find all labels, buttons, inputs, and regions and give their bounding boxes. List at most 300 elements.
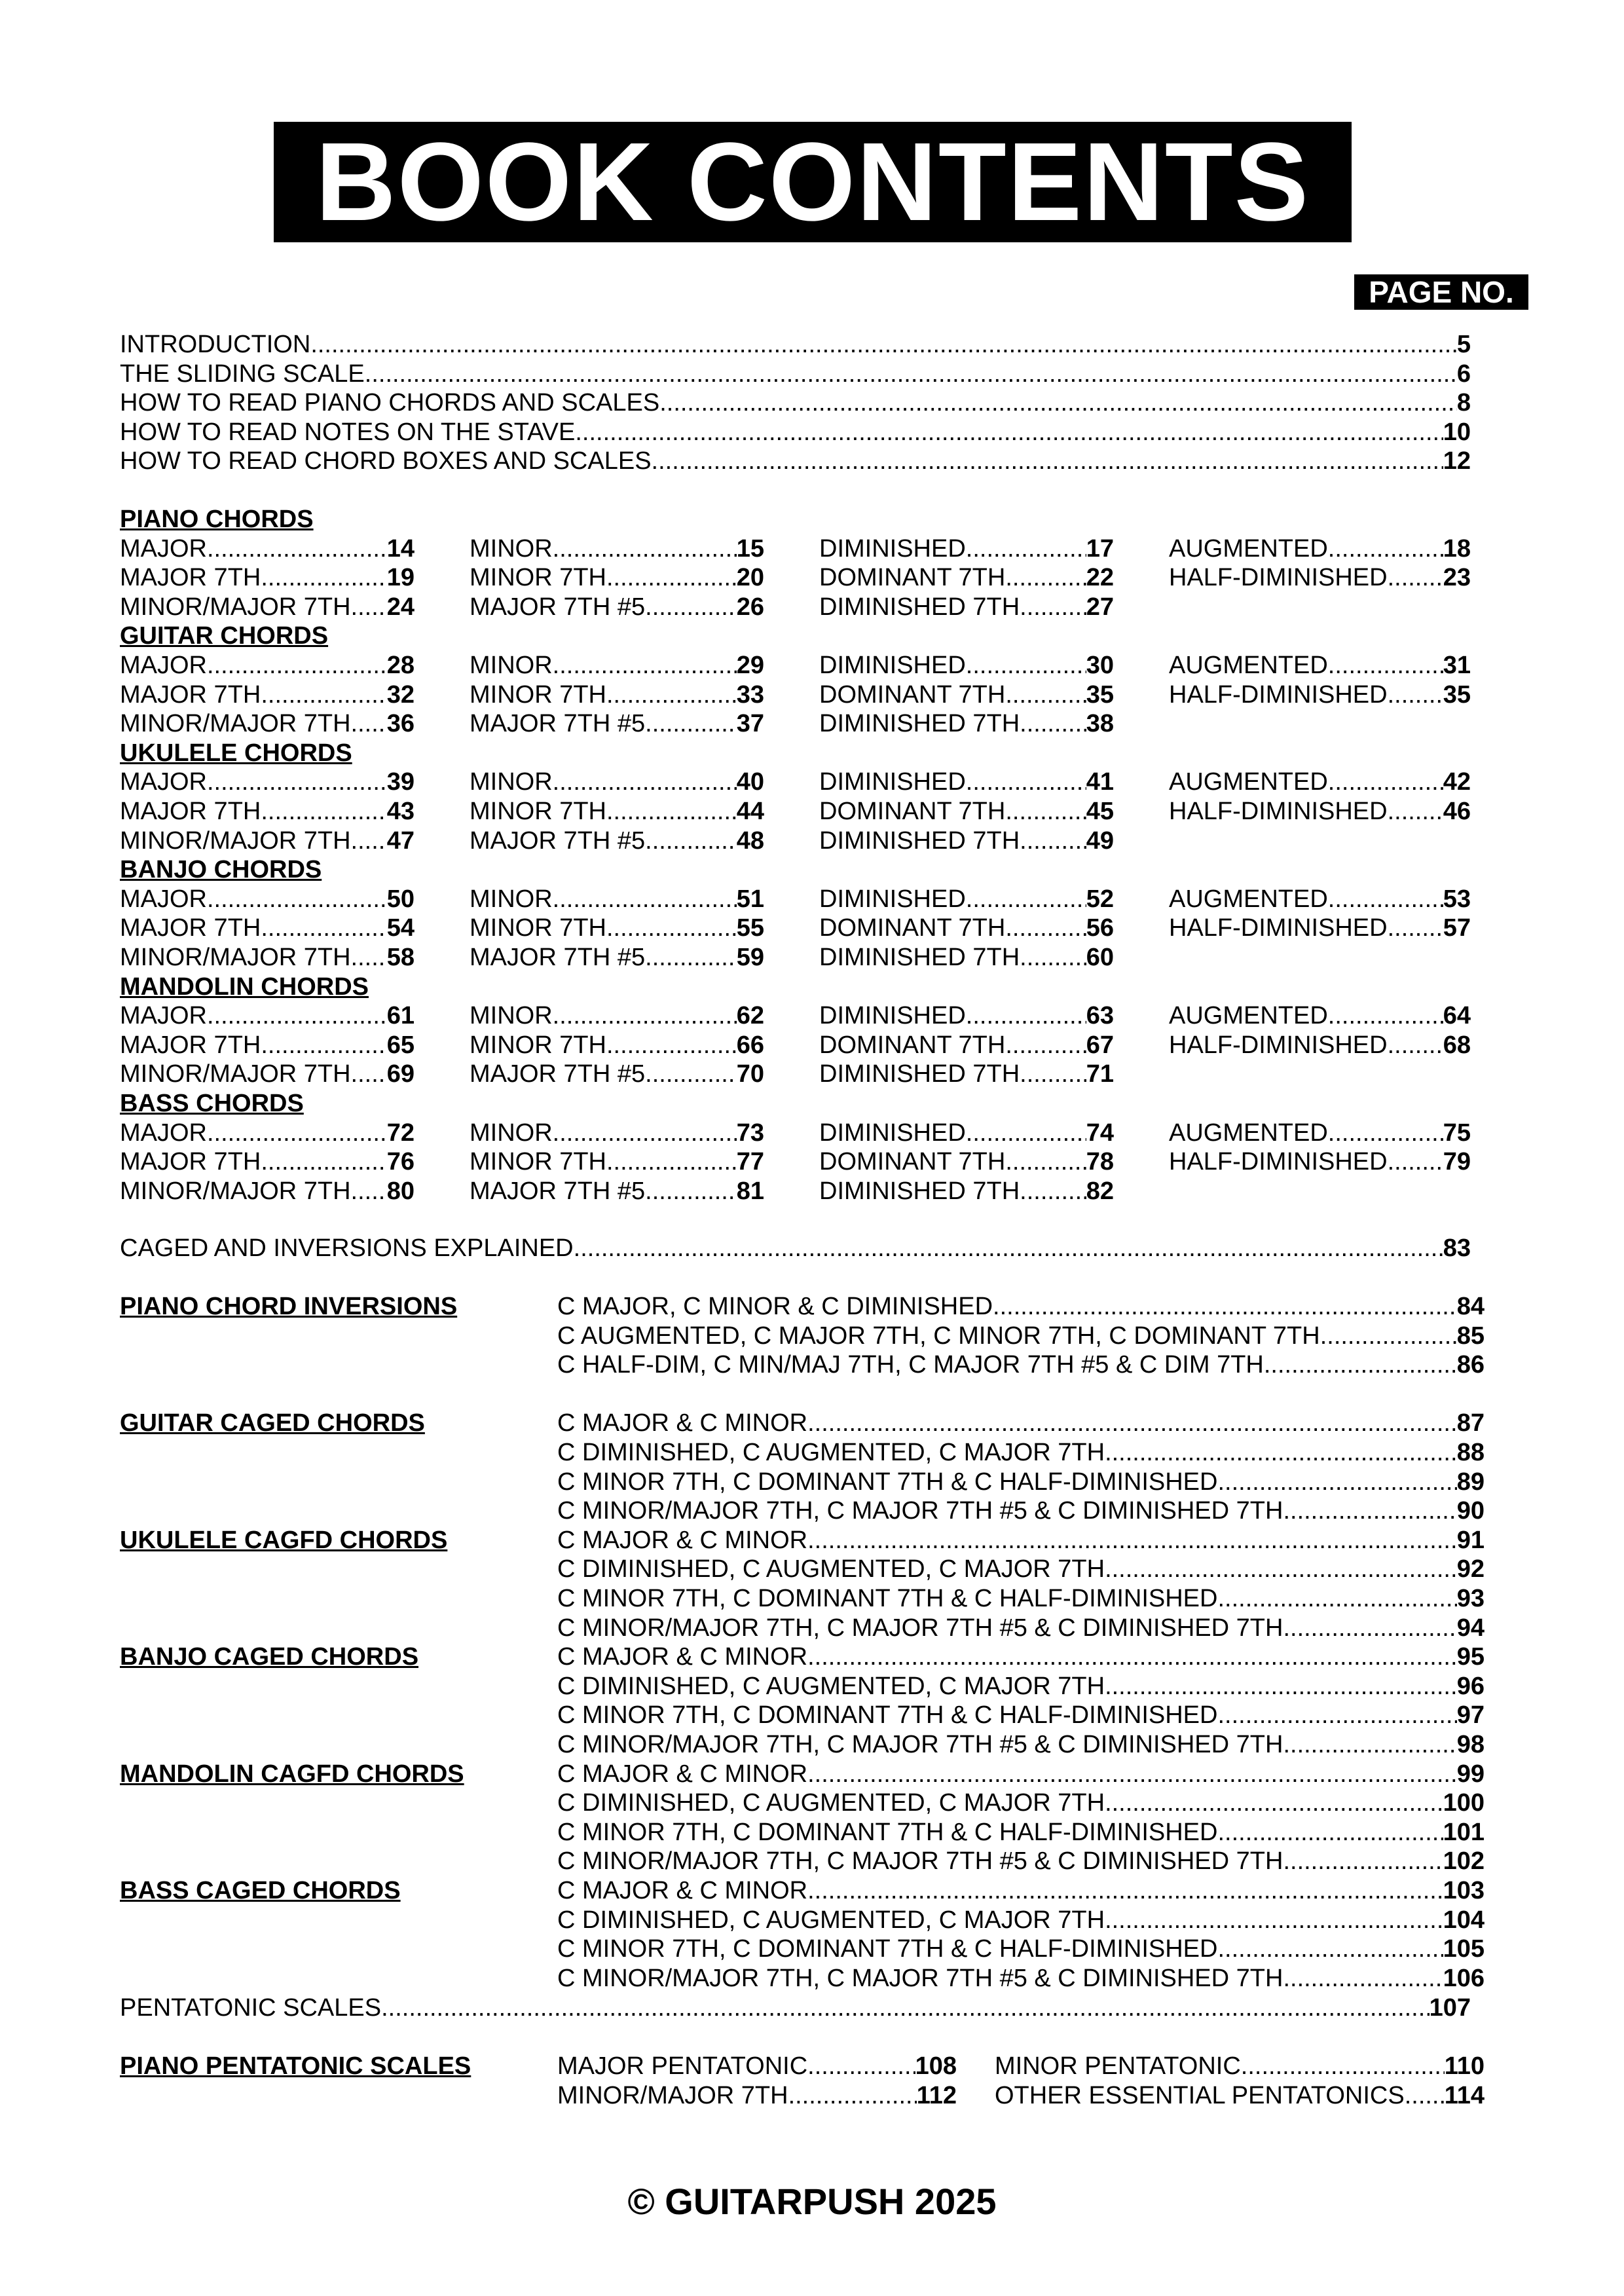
chord-entry[interactable]	[120, 563, 415, 592]
page-number: 107	[1429, 1994, 1471, 2022]
entry-label: MAJOR 7TH	[120, 1031, 261, 1059]
chord-entry[interactable]	[819, 534, 1114, 563]
entry-label: C MINOR/MAJOR 7TH, C MAJOR 7TH #5 & C DIMINISHED 7TH	[557, 1964, 1283, 1992]
entry-label: MINOR	[470, 885, 553, 913]
toc-entry[interactable]	[120, 360, 1471, 388]
dot-leader	[1020, 1060, 1086, 1088]
page-number: 98	[1456, 1731, 1485, 1758]
entry-label: DIMINISHED	[819, 1002, 966, 1030]
dot-leader	[1328, 768, 1443, 796]
caged-entry[interactable]	[557, 1935, 1485, 1963]
entry-label: MAJOR 7TH	[120, 564, 261, 592]
entry-label: MAJOR	[120, 768, 207, 796]
entry-label: MAJOR	[120, 1002, 207, 1030]
entry-label: MINOR/MAJOR 7TH.	[120, 1177, 358, 1205]
chord-entry[interactable]	[1169, 914, 1471, 942]
dot-leader	[1328, 534, 1443, 563]
entry-label: HOW TO READ CHORD BOXES AND SCALES	[120, 447, 652, 475]
page-number: 88	[1456, 1439, 1485, 1466]
dot-leader	[1283, 1964, 1443, 1993]
entry-label: DOMINANT 7TH	[819, 1148, 1006, 1176]
page-number: 69	[386, 1060, 415, 1088]
section-heading: BANJO CAGED CHORDS	[120, 1643, 419, 1671]
entry-label: HOW TO READ PIANO CHORDS AND SCALES	[120, 389, 660, 417]
dot-leader	[788, 2081, 917, 2110]
chord-entry[interactable]	[470, 1001, 764, 1030]
chord-entry[interactable]	[120, 1001, 415, 1030]
page-number: 37	[736, 710, 764, 738]
caged-entry[interactable]	[557, 1788, 1485, 1817]
dot-leader	[1283, 1496, 1456, 1525]
dot-leader	[1283, 1614, 1456, 1642]
chord-entry[interactable]	[819, 563, 1114, 592]
chord-entry[interactable]	[1169, 797, 1471, 826]
page-number: 78	[1086, 1148, 1114, 1176]
caged-entry[interactable]	[557, 1555, 1485, 1583]
toc-entry[interactable]	[120, 418, 1471, 447]
caged-entry[interactable]	[557, 1438, 1485, 1467]
chord-entry[interactable]	[819, 1060, 1114, 1088]
copyright-footer: © GUITARPUSH 2025	[627, 2181, 997, 2222]
dot-leader	[807, 2052, 915, 2081]
dot-leader	[645, 943, 737, 972]
entry-label: MAJOR 7TH #5	[470, 593, 646, 621]
page-number: 106	[1443, 1964, 1485, 1992]
entry-label: C MINOR/MAJOR 7TH, C MAJOR 7TH #5 & C DIMINISHED 7TH	[557, 1731, 1283, 1758]
dot-leader	[1217, 1584, 1456, 1613]
dot-leader	[645, 593, 737, 621]
dot-leader	[1388, 1147, 1443, 1176]
entry-label: MINOR/MAJOR 7TH.	[120, 1060, 358, 1088]
chord-entry[interactable]	[120, 943, 415, 972]
chord-entry[interactable]	[819, 593, 1114, 621]
page-number: 63	[1086, 1002, 1114, 1030]
page-no-label: PAGE NO.	[1354, 274, 1528, 310]
page-number: 31	[1443, 652, 1471, 679]
chord-entry[interactable]	[120, 768, 415, 796]
entry-label: MINOR 7TH	[470, 1031, 606, 1059]
entry-label: C DIMINISHED, C AUGMENTED, C MAJOR 7TH	[557, 1906, 1105, 1934]
entry-label: MAJOR 7TH	[120, 1148, 261, 1176]
page-number: 54	[386, 914, 415, 942]
entry-label: MINOR/MAJOR 7TH.	[120, 826, 358, 855]
entry-label: DOMINANT 7TH	[819, 1031, 1006, 1059]
dot-leader	[1388, 1031, 1443, 1060]
page-number: 6	[1456, 360, 1471, 388]
page-number: 91	[1456, 1526, 1485, 1554]
entry-label: DIMINISHED 7TH	[819, 710, 1020, 738]
dot-leader	[1020, 709, 1086, 738]
page-number: 50	[386, 885, 415, 913]
toc-entry[interactable]	[120, 1993, 1471, 2022]
caged-entry[interactable]	[557, 1642, 1485, 1671]
page-number: 72	[386, 1119, 415, 1147]
chord-entry[interactable]	[120, 797, 415, 826]
dot-leader	[1020, 826, 1086, 855]
dot-leader	[358, 1060, 387, 1088]
dot-leader	[645, 1060, 737, 1088]
dot-leader	[645, 1177, 737, 1206]
chord-entry[interactable]	[470, 885, 764, 914]
chord-entry[interactable]	[470, 1060, 764, 1088]
chord-entry[interactable]	[470, 914, 764, 942]
section-heading: UKULELE CAGFD CHORDS	[120, 1526, 448, 1554]
dot-leader	[1005, 1031, 1086, 1060]
entry-label: C MAJOR & C MINOR	[557, 1643, 808, 1671]
page-number: 65	[386, 1031, 415, 1059]
page-number: 86	[1456, 1351, 1485, 1379]
chord-entry[interactable]	[1169, 885, 1471, 914]
chord-entry[interactable]	[819, 651, 1114, 680]
entry-label: C MAJOR & C MINOR	[557, 1409, 808, 1437]
caged-entry[interactable]	[557, 1847, 1485, 1876]
chord-entry[interactable]	[470, 680, 764, 709]
chord-entry[interactable]	[470, 768, 764, 796]
dot-leader	[1020, 943, 1086, 972]
chord-entry[interactable]	[470, 797, 764, 826]
caged-entry[interactable]	[557, 1292, 1485, 1321]
dot-leader	[207, 1001, 387, 1030]
chord-entry[interactable]	[470, 1147, 764, 1176]
entry-label: HALF-DIMINISHED	[1169, 798, 1388, 825]
chord-entry[interactable]	[819, 826, 1114, 855]
section-heading: PIANO CHORD INVERSIONS	[120, 1293, 458, 1320]
page-number: 76	[386, 1148, 415, 1176]
page-number: 101	[1443, 1818, 1485, 1846]
entry-label: C MINOR 7TH, C DOMINANT 7TH & C HALF-DIMINISHED	[557, 1701, 1218, 1730]
entry-label: DIMINISHED	[819, 885, 966, 913]
entry-label: INTRODUCTION	[120, 331, 311, 358]
dot-leader	[1283, 1730, 1456, 1759]
pentatonic-entry[interactable]	[995, 2081, 1485, 2110]
chord-entry[interactable]	[819, 680, 1114, 709]
page-number: 71	[1086, 1060, 1114, 1088]
chord-entry[interactable]	[819, 1147, 1114, 1176]
dot-leader	[1105, 1788, 1443, 1817]
caged-entry[interactable]	[557, 1526, 1485, 1555]
dot-leader	[1328, 1119, 1443, 1147]
chord-entry[interactable]	[470, 826, 764, 855]
dot-leader	[1217, 1468, 1456, 1496]
page-number: 52	[1086, 885, 1114, 913]
entry-label: C MAJOR & C MINOR	[557, 1877, 808, 1904]
toc-entry[interactable]	[120, 330, 1471, 359]
title-banner	[274, 122, 1352, 242]
dot-leader	[807, 1642, 1457, 1671]
chord-entry[interactable]	[1169, 768, 1471, 796]
entry-label: MAJOR	[120, 1119, 207, 1147]
page-number: 35	[1443, 680, 1471, 709]
entry-label: DIMINISHED 7TH	[819, 1177, 1020, 1205]
chord-entry[interactable]	[819, 797, 1114, 826]
page-number: 23	[1443, 564, 1471, 592]
chord-entry[interactable]	[120, 1060, 415, 1088]
caged-entry[interactable]	[557, 1614, 1485, 1642]
section-heading: MANDOLIN CHORDS	[120, 972, 369, 1001]
chord-entry[interactable]	[1169, 680, 1471, 709]
caged-entry[interactable]	[557, 1468, 1485, 1496]
page-number: 35	[1086, 680, 1114, 709]
dot-leader	[207, 534, 387, 563]
chord-entry[interactable]	[819, 943, 1114, 972]
entry-label: DIMINISHED 7TH	[819, 593, 1020, 621]
page-number: 57	[1443, 914, 1471, 942]
dot-leader	[261, 914, 386, 942]
page-number: 5	[1456, 331, 1471, 358]
page-number: 8	[1456, 389, 1471, 417]
chord-entry[interactable]	[470, 651, 764, 680]
page-number: 15	[736, 534, 764, 563]
chord-entry[interactable]	[819, 1031, 1114, 1060]
page-number: 33	[736, 680, 764, 709]
page-number: 85	[1456, 1322, 1485, 1350]
page-number: 39	[386, 768, 415, 796]
chord-entry[interactable]	[819, 768, 1114, 796]
page-number: 114	[1444, 2081, 1485, 2109]
chord-entry[interactable]	[120, 1031, 415, 1060]
dot-leader	[1105, 1672, 1457, 1701]
page-number: 96	[1456, 1672, 1485, 1700]
dot-leader	[1388, 680, 1443, 709]
chord-entry[interactable]	[120, 914, 415, 942]
dot-leader	[553, 1119, 737, 1147]
chord-entry[interactable]	[1169, 651, 1471, 680]
dot-leader	[1388, 797, 1443, 826]
caged-entry[interactable]	[557, 1964, 1485, 1993]
dot-leader	[358, 826, 387, 855]
section-heading: BASS CHORDS	[120, 1090, 304, 1117]
caged-entry[interactable]	[557, 1760, 1485, 1788]
dot-leader	[606, 563, 737, 592]
dot-leader	[1005, 563, 1086, 592]
chord-entry[interactable]	[1169, 1031, 1471, 1060]
dot-leader	[207, 651, 387, 680]
chord-entry[interactable]	[470, 709, 764, 738]
entry-label: AUGMENTED	[1169, 1119, 1328, 1147]
chord-entry[interactable]	[470, 534, 764, 563]
dot-leader	[207, 1119, 387, 1147]
entry-label: C MAJOR & C MINOR	[557, 1526, 808, 1554]
chord-entry[interactable]	[819, 1001, 1114, 1030]
caged-entry[interactable]	[557, 1876, 1485, 1905]
entry-label: HOW TO READ NOTES ON THE STAVE	[120, 418, 576, 446]
dot-leader	[807, 1409, 1457, 1437]
dot-leader	[310, 330, 1457, 359]
caged-entry[interactable]	[557, 1701, 1485, 1730]
dot-leader	[966, 534, 1086, 563]
chord-entry[interactable]	[819, 1119, 1114, 1147]
page-number: 75	[1443, 1119, 1471, 1147]
entry-label: DOMINANT 7TH	[819, 564, 1006, 592]
dot-leader	[1105, 1438, 1457, 1467]
page-number: 105	[1443, 1935, 1485, 1963]
page-number: 95	[1456, 1643, 1485, 1671]
chord-entry[interactable]	[120, 680, 415, 709]
page-number: 17	[1086, 534, 1114, 563]
page-number: 64	[1443, 1002, 1471, 1030]
caged-entry[interactable]	[557, 1672, 1485, 1701]
entry-label: DIMINISHED 7TH	[819, 1060, 1020, 1088]
dot-leader	[1105, 1906, 1443, 1935]
page-number: 56	[1086, 914, 1114, 942]
page-number: 79	[1443, 1148, 1471, 1176]
toc-entry[interactable]	[120, 447, 1471, 475]
chord-entry[interactable]	[1169, 563, 1471, 592]
caged-entry[interactable]	[557, 1584, 1485, 1613]
dot-leader	[1328, 1001, 1443, 1030]
caged-entry[interactable]	[557, 1818, 1485, 1847]
dot-leader	[1320, 1322, 1457, 1350]
chord-entry[interactable]	[120, 709, 415, 738]
pentatonic-entry[interactable]	[557, 2052, 957, 2081]
pentatonic-entry[interactable]	[995, 2052, 1485, 2081]
chord-entry[interactable]	[470, 1177, 764, 1206]
page-number: 100	[1443, 1789, 1485, 1817]
chord-entry[interactable]	[1169, 1147, 1471, 1176]
caged-entry[interactable]	[557, 1496, 1485, 1525]
section-heading: BASS CAGED CHORDS	[120, 1877, 401, 1904]
dot-leader	[553, 768, 737, 796]
entry-label: CAGED AND INVERSIONS EXPLAINED	[120, 1234, 574, 1262]
section-heading: PIANO CHORDS	[120, 506, 314, 533]
dot-leader	[645, 826, 737, 855]
page-title: BOOK CONTENTS	[315, 120, 1310, 244]
page-number: 112	[916, 2081, 957, 2109]
chord-entry[interactable]	[120, 1119, 415, 1147]
entry-label: AUGMENTED	[1169, 885, 1328, 913]
chord-entry[interactable]	[819, 885, 1114, 914]
chord-entry[interactable]	[819, 1177, 1114, 1206]
chord-entry[interactable]	[1169, 1001, 1471, 1030]
caged-entry[interactable]	[557, 1409, 1485, 1437]
dot-leader	[381, 1993, 1430, 2022]
entry-label: MAJOR 7TH #5	[470, 1177, 646, 1205]
entry-label: AUGMENTED	[1169, 652, 1328, 679]
chord-entry[interactable]	[470, 563, 764, 592]
caged-entry[interactable]	[557, 1350, 1485, 1379]
page-number: 66	[736, 1031, 764, 1059]
dot-leader	[966, 1119, 1086, 1147]
dot-leader	[652, 447, 1443, 475]
dot-leader	[1328, 885, 1443, 914]
dot-leader	[966, 885, 1086, 914]
page-number: 53	[1443, 885, 1471, 913]
chord-entry[interactable]	[819, 709, 1114, 738]
page-number: 29	[736, 652, 764, 679]
page-number: 26	[736, 593, 764, 621]
chord-entry[interactable]	[1169, 1119, 1471, 1147]
entry-label: MAJOR 7TH #5	[470, 1060, 646, 1088]
dot-leader	[553, 885, 737, 914]
entry-label: C MINOR/MAJOR 7TH, C MAJOR 7TH #5 & C DIMINISHED 7TH	[557, 1847, 1283, 1876]
dot-leader	[807, 1876, 1443, 1905]
chord-entry[interactable]	[120, 534, 415, 563]
dot-leader	[966, 768, 1086, 796]
page-number: 47	[386, 826, 415, 855]
caged-entry[interactable]	[557, 1906, 1485, 1935]
dot-leader	[1264, 1350, 1457, 1379]
page-number: 18	[1443, 534, 1471, 563]
page-number: 102	[1443, 1847, 1485, 1876]
page-number: 36	[386, 710, 415, 738]
entry-label: DIMINISHED	[819, 1119, 966, 1147]
chord-entry[interactable]	[120, 1177, 415, 1206]
dot-leader	[358, 1177, 387, 1206]
entry-label: MAJOR 7TH	[120, 680, 261, 709]
page-number: 45	[1086, 798, 1114, 825]
dot-leader	[966, 1001, 1086, 1030]
dot-leader	[261, 797, 386, 826]
entry-label: DIMINISHED 7TH	[819, 826, 1020, 855]
page-number: 108	[915, 2052, 957, 2080]
dot-leader	[1005, 914, 1086, 942]
dot-leader	[358, 593, 387, 621]
page-number: 38	[1086, 710, 1114, 738]
chord-entry[interactable]	[120, 885, 415, 914]
chord-entry[interactable]	[470, 1031, 764, 1060]
page-number: 110	[1444, 2052, 1485, 2080]
chord-entry[interactable]	[819, 914, 1114, 942]
dot-leader	[1388, 914, 1443, 942]
entry-label: C DIMINISHED, C AUGMENTED, C MAJOR 7TH	[557, 1672, 1105, 1700]
dot-leader	[606, 1147, 737, 1176]
page-number: 82	[1086, 1177, 1114, 1205]
entry-label: DIMINISHED	[819, 534, 966, 563]
page-number: 80	[386, 1177, 415, 1205]
dot-leader	[261, 563, 386, 592]
page-number: 12	[1443, 447, 1471, 475]
page-number: 44	[736, 798, 764, 825]
chord-entry[interactable]	[120, 651, 415, 680]
page-number: 59	[736, 944, 764, 971]
dot-leader	[606, 1031, 737, 1060]
chord-entry[interactable]	[470, 943, 764, 972]
dot-leader	[1283, 1847, 1443, 1876]
chord-entry[interactable]	[470, 593, 764, 621]
dot-leader	[1005, 680, 1086, 709]
chord-entry[interactable]	[120, 593, 415, 621]
entry-label: MAJOR	[120, 885, 207, 913]
dot-leader	[574, 1234, 1443, 1263]
entry-label: MAJOR 7TH	[120, 914, 261, 942]
toc-entry[interactable]	[120, 388, 1471, 417]
entry-label: MAJOR 7TH	[120, 798, 261, 825]
dot-leader	[553, 651, 737, 680]
dot-leader	[1020, 1177, 1086, 1206]
chord-entry[interactable]	[1169, 534, 1471, 563]
entry-label: MINOR/MAJOR 7TH	[557, 2081, 788, 2109]
entry-label: AUGMENTED	[1169, 1002, 1328, 1030]
page-number: 73	[736, 1119, 764, 1147]
caged-entry[interactable]	[557, 1322, 1485, 1350]
dot-leader	[807, 1760, 1457, 1788]
page-number: 32	[386, 680, 415, 709]
entry-label: MINOR/MAJOR 7TH.	[120, 593, 358, 621]
chord-entry[interactable]	[120, 1147, 415, 1176]
pentatonic-entry[interactable]	[557, 2081, 957, 2110]
chord-entry[interactable]	[470, 1119, 764, 1147]
page-number: 43	[386, 798, 415, 825]
entry-label: HALF-DIMINISHED	[1169, 1148, 1388, 1176]
entry-label: DIMINISHED 7TH	[819, 944, 1020, 971]
toc-entry[interactable]	[120, 1234, 1471, 1263]
page-number: 10	[1443, 418, 1471, 446]
dot-leader	[1388, 563, 1443, 592]
dot-leader	[993, 1292, 1457, 1321]
chord-entry[interactable]	[120, 826, 415, 855]
dot-leader	[1241, 2052, 1445, 2081]
caged-entry[interactable]	[557, 1730, 1485, 1759]
